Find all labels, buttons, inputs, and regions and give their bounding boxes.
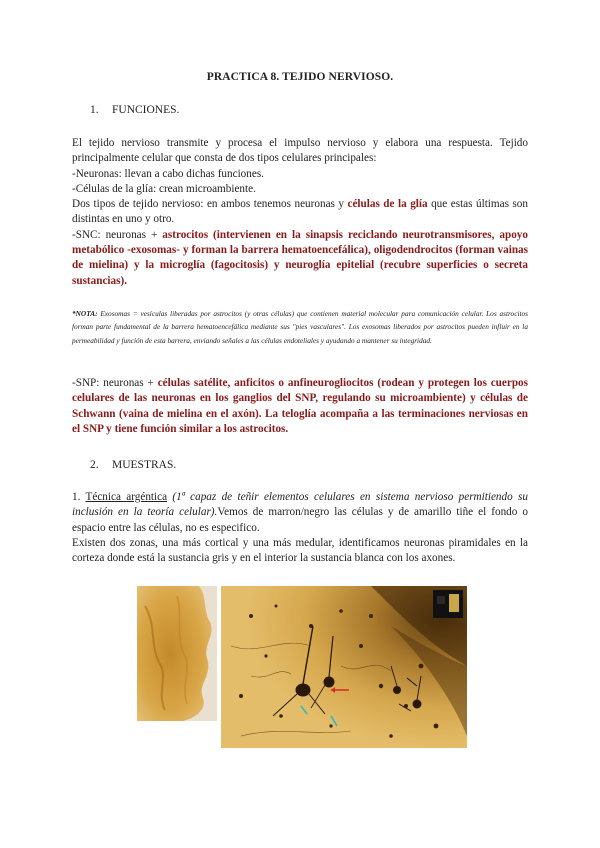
glia-line: -Células de la glía: crean microambiente.	[72, 182, 256, 195]
page-title: PRACTICA 8. TEJIDO NERVIOSO.	[206, 71, 394, 83]
micrograph-low-magnification-image	[137, 586, 217, 721]
snc-text: -SNC: neuronas + astrocitos (intervienen en la sinapsis reciclando neurotransmisores, apoyo metabólico -exosomas- y forman la barrera hematoencefálica), oligodendrocitos (forman vainas de mielina) y la microglía (fagocitosis) y neuroglía epitelial (recubre superficies o secreta sustancias).	[72, 228, 528, 287]
tecnica-title: Técnica argéntica	[85, 491, 168, 503]
tecnica-argentica-paragraph: 1. Técnica argéntica (1ª capaz de teñir elementos celulares en sistema nervioso permitiendo su inclusión en la teoría celular).Vemos de marron/negro las células y de amarillo tiñe el fondo o espacio entre las células, no es especifico. Existen dos zonas, una más cortical y una más medular, identificamos neuronas piramidales en la corteza donde está la sustancia gris y en el interior la sustancia blanca con los axones.	[72, 490, 528, 566]
funciones-paragraph	[72, 136, 528, 289]
micrograph-high-magnification-image	[221, 586, 467, 748]
section-heading-funciones: 1. FUNCIONES.	[90, 104, 180, 116]
dos-tipos-text: Dos tipos de tejido nervioso: en ambos tenemos neuronas y células de la glía que estas últimas son distintas en uno y otro.	[72, 198, 528, 226]
exosomas-note: *NOTA: Exosomas = vesículas liberadas por astrocitos (y otras células) que contienen material molecular para comunicación celular. Los astrocitos forman parte fundamental de la barrera hematoencefálica mediante sus "pies vasculares". Los exosomas liberados por astrocitos pueden influir en la permeabilidad y función de esta barrera, enviando señales a las células endoteliales y ayudando a mantener su integridad.	[72, 309, 528, 345]
intro-text: El tejido nervioso transmite y procesa el impulso nervioso y elabora una respuesta. Tejido principalmente celular que consta de dos tipos celulares principales:	[72, 137, 528, 165]
section-heading-muestras: 2. MUESTRAS.	[90, 459, 177, 471]
micrograph-low-magnification	[137, 586, 217, 721]
micrograph-high-magnification	[221, 586, 467, 748]
snp-paragraph: -SNP: neuronas + células satélite, anficitos o anfineurogliocitos (rodean y protegen los cuerpos celulares de las neuronas en los ganglios del SNP, regulando su microambiente) y células de Schwann (vaina de mielina en el axón). La teloglía acompaña a las terminaciones nerviosas en el SNP y tiene función similar a los astrocitos.	[72, 377, 528, 435]
neuronas-line: -Neuronas: llevan a cabo dichas funciones.	[72, 167, 264, 180]
zonas-text: Existen dos zonas, una más cortical y una más medular, identificamos neuronas piramidales en la corteza donde está la sustancia gris y en el interior la sustancia blanca con los axones.	[72, 536, 528, 565]
